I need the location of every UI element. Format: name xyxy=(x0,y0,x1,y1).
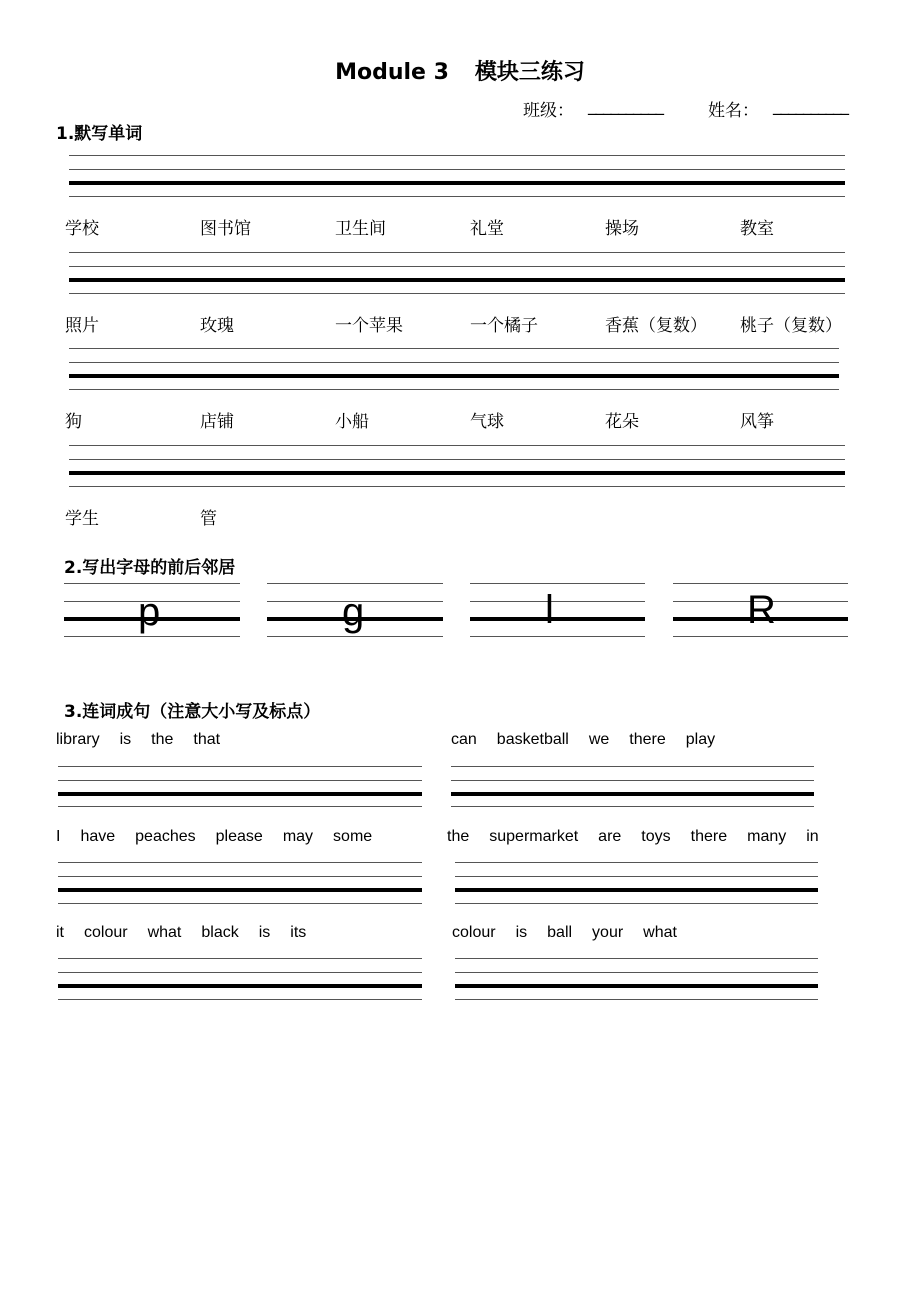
word-cell: 照片 xyxy=(65,316,99,336)
word-cell: 礼堂 xyxy=(470,219,504,239)
word-cell: 卫生间 xyxy=(335,219,386,239)
section3-heading: 3.连词成句（注意大小写及标点） xyxy=(64,702,321,722)
letter-l: l xyxy=(545,588,554,632)
word-cell: 操场 xyxy=(605,219,639,239)
word-cell: 一个苹果 xyxy=(335,316,403,336)
word-cell: 图书馆 xyxy=(200,219,251,239)
word-cell: 花朵 xyxy=(605,412,639,432)
word-cell: 教室 xyxy=(740,219,774,239)
name-blank[interactable]: __________ xyxy=(773,96,848,116)
word-cell: 风筝 xyxy=(740,412,774,432)
scramble-item-3: I have peaches please may some xyxy=(56,828,373,845)
word-cell: 店铺 xyxy=(200,412,234,432)
word-cell: 学生 xyxy=(65,509,99,529)
title-chinese: 模块三练习 xyxy=(474,60,585,85)
letter-g: g xyxy=(342,590,365,634)
title-module: Module 3 xyxy=(335,60,449,85)
word-cell: 一个橘子 xyxy=(470,316,538,336)
page-title xyxy=(0,55,920,86)
word-cell: 桃子（复数） xyxy=(740,316,842,336)
word-cell: 管 xyxy=(200,509,217,529)
scramble-item-4: the supermarket are toys there many in xyxy=(447,828,819,845)
word-cell: 香蕉（复数） xyxy=(605,316,707,336)
word-cell: 玫瑰 xyxy=(200,316,234,336)
scramble-item-1: library is the that xyxy=(56,731,221,748)
scramble-item-2: can basketball we there play xyxy=(451,731,716,748)
class-blank[interactable]: __________ xyxy=(588,96,663,116)
letter-R: R xyxy=(747,588,776,632)
word-cell: 小船 xyxy=(335,412,369,432)
letter-p: p xyxy=(138,590,161,634)
word-cell: 狗 xyxy=(65,412,82,432)
word-cell: 学校 xyxy=(65,219,99,239)
section1-heading: 1.默写单词 xyxy=(56,124,143,144)
scramble-item-6: colour is ball your what xyxy=(452,924,677,941)
class-label: 班级： xyxy=(523,101,574,121)
scramble-item-5: it colour what black is its xyxy=(56,924,307,941)
word-cell: 气球 xyxy=(470,412,504,432)
name-label: 姓名： xyxy=(708,101,759,121)
section2-heading: 2.写出字母的前后邻居 xyxy=(64,558,236,578)
